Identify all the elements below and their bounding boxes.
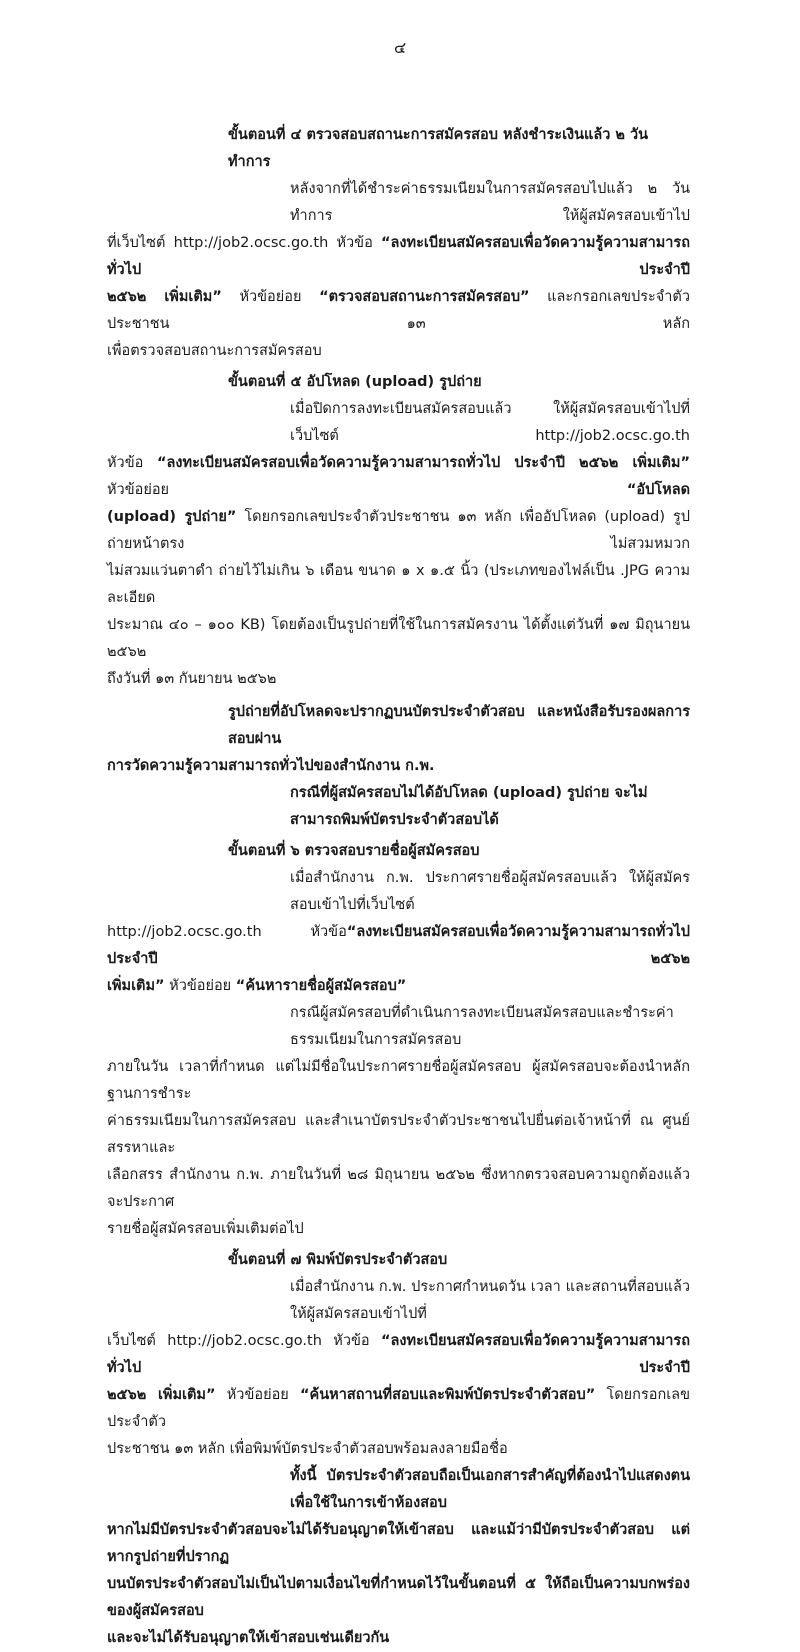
text-line [107,1328,690,1382]
bold-text: ขั้นตอนที่ ๖ ตรวจสอบรายชื่อผู้สมัครสอบ [228,843,480,859]
text-line [107,1108,690,1162]
text-segment: http://job2.ocsc.go.th หัวข้อ [107,924,347,940]
text-line [107,1625,690,1652]
bold-text: “อัปโหลด [626,482,690,498]
text-segment: เว็บไซต์ http://job2.ocsc.go.th หัวข้อ [107,1333,382,1349]
text-line [107,1274,690,1328]
text-line [107,1517,690,1571]
text-segment: ที่เว็บไซต์ http://job2.ocsc.go.th หัวข้อ [107,235,382,251]
text-line [107,450,690,504]
bold-text: กรณีที่ผู้สมัครสอบไม่ได้อัปโหลด (upload) รูปถ่าย จะไม่สามารถพิมพ์บัตรประจำตัวสอบได้ [290,785,648,828]
text-segment: ไม่สวมแว่นตาดำ ถ่ายไว้ไม่เกิน ๖ เดือน ขนาด ๑ x ๑.๕ นิ้ว (ประเภทของไฟล์เป็น .JPG ความละเอียด [107,563,690,606]
text-segment: โดยกรอกเลขประจำตัว [107,1387,690,1430]
bold-text: หากไม่มีบัตรประจำตัวสอบจะไม่ได้รับอนุญาตให้เข้าสอบ และแม้ว่ามีบัตรประจำตัวสอบ แต่หากรูปถ่ายที่ปรากฏ [107,1522,690,1565]
text-segment: เมื่อสำนักงาน ก.พ. ประกาศกำหนดวัน เวลา และสถานที่สอบแล้ว ให้ผู้สมัครสอบเข้าไปที่ [290,1279,690,1322]
text-line [107,284,690,338]
bold-text: การวัดความรู้ความสามารถทั่วไปของสำนักงาน ก.พ. [107,758,435,774]
text-segment: และกรอกเลขประจำตัวประชาชน ๑๓ หลัก [107,289,690,332]
text-segment: โดยกรอกเลขประจำตัวประชาชน ๑๓ หลัก เพื่ออัปโหลด (upload) รูปถ่ายหน้าตรง ไม่สวมหมวก [107,509,690,552]
text-line [107,1000,690,1054]
bold-text: ๒๕๖๒ เพิ่มเติม” [107,289,222,305]
bold-text: เพิ่มเติม” [107,978,165,994]
section-heading-line [107,369,690,396]
bold-text: บัตรประจำตัวสอบถือเป็นเอกสารสำคัญที่ต้องนำไปแสดงตนเพื่อใช้ในการเข้าห้องสอบ [290,1468,690,1511]
bold-text: ทั้งนี้ [290,1468,317,1484]
text-line [107,919,690,973]
bold-text: “ลงทะเบียนสมัครสอบเพื่อวัดความรู้ความสามารถทั่วไป ประจำปี ๒๕๖๒ [107,924,690,967]
bold-text: ๒๕๖๒ เพิ่มเติม” [107,1387,216,1403]
text-segment: เลือกสรร สำนักงาน ก.พ. ภายในวันที่ ๒๘ มิถุนายน ๒๕๖๒ ซึ่งหากตรวจสอบความถูกต้องแล้ว จะประกาศ [107,1167,690,1210]
text-line [107,230,690,284]
text-line [107,558,690,612]
bold-text: บนบัตรประจำตัวสอบไม่เป็นไปตามเงื่อนไขที่กำหนดไว้ในขั้นตอนที่ ๕ ให้ถือเป็นความบกพร่องของผู้สมัครสอบ [107,1576,690,1619]
text-segment: ภายในวัน เวลาที่กำหนด แต่ไม่มีชื่อในประกาศรายชื่อผู้สมัครสอบ ผู้สมัครสอบจะต้องนำหลักฐานการชำระ [107,1059,690,1102]
text-line [107,612,690,666]
text-segment: ประชาชน ๑๓ หลัก เพื่อพิมพ์บัตรประจำตัวสอบพร้อมลงลายมือชื่อ [107,1441,508,1457]
text-line [107,338,690,365]
text-segment: หัวข้อย่อย [221,289,320,305]
text-segment: หลังจากที่ได้ชำระค่าธรรมเนียมในการสมัครสอบไปแล้ว ๒ วันทำการ ให้ผู้สมัครสอบเข้าไป [290,181,690,224]
text-line [107,865,690,919]
bold-text: รูปถ่ายที่อัปโหลดจะปรากฏบนบัตรประจำตัวสอบ และหนังสือรับรองผลการสอบผ่าน [228,704,690,747]
bold-text: “ค้นหาสถานที่สอบและพิมพ์บัตรประจำตัวสอบ” [300,1387,596,1403]
text-segment: เมื่อสำนักงาน ก.พ. ประกาศรายชื่อผู้สมัครสอบแล้ว ให้ผู้สมัครสอบเข้าไปที่เว็บไซต์ [290,870,690,913]
page-number: ๔ [393,38,407,57]
section-heading-line [107,699,690,753]
section-heading-line [107,838,690,865]
text-segment: หัวข้อย่อย [164,978,236,994]
text-segment: หัวข้อ [107,455,158,471]
bold-text: “ลงทะเบียนสมัครสอบเพื่อวัดความรู้ความสามารถทั่วไป ประจำปี [107,1333,690,1376]
bold-text: “ตรวจสอบสถานะการสมัครสอบ” [319,289,530,305]
text-segment: กรณีผู้สมัครสอบที่ดำเนินการลงทะเบียนสมัครสอบและชำระค่าธรรมเนียมในการสมัครสอบ [290,1005,674,1048]
bold-text: ขั้นตอนที่ ๕ อัปโหลด (upload) รูปถ่าย [228,374,482,390]
text-line [107,753,690,780]
text-line [107,1054,690,1108]
bold-text: และจะไม่ได้รับอนุญาตให้เข้าสอบเช่นเดียวกัน [107,1630,390,1646]
text-segment: เพื่อตรวจสอบสถานะการสมัครสอบ [107,343,322,359]
text-line [107,666,690,693]
bold-text: “ค้นหารายชื่อผู้สมัครสอบ” [235,978,407,994]
text-line [107,176,690,230]
document-body [107,118,690,1652]
text-segment: ค่าธรรมเนียมในการสมัครสอบ และสำเนาบัตรประจำตัวประชาชนไปยื่นต่อเจ้าหน้าที่ ณ ศูนย์สรรหาและ [107,1113,690,1156]
text-line [107,1216,690,1243]
bold-text: ขั้นตอนที่ ๔ ตรวจสอบสถานะการสมัครสอบ หลังชำระเงินแล้ว ๒ วันทำการ [228,127,649,170]
text-segment: รายชื่อผู้สมัครสอบเพิ่มเติมต่อไป [107,1221,304,1237]
section-heading-line [107,1247,690,1274]
text-line [107,1571,690,1625]
text-segment: หัวข้อย่อย [107,482,627,498]
text-line [107,1162,690,1216]
text-line [107,973,690,1000]
text-segment: ถึงวันที่ ๑๓ กันยายน ๒๕๖๒ [107,671,277,687]
text-line [107,1436,690,1463]
text-segment: ประมาณ ๔๐ – ๑๐๐ KB) โดยต้องเป็นรูปถ่ายที่ใช้ในการสมัครงาน ได้ตั้งแต่วันที่ ๑๗ มิถุนายน ๒๕๖๒ [107,617,690,660]
text-line [107,396,690,450]
text-line [107,780,690,834]
bold-text: “ลงทะเบียนสมัครสอบเพื่อวัดความรู้ความสามารถทั่วไป ประจำปี ๒๕๖๒ เพิ่มเติม” [157,455,690,471]
text-segment: เมื่อปิดการลงทะเบียนสมัครสอบแล้ว ให้ผู้สมัครสอบเข้าไปที่เว็บไซต์ http://job2.ocsc.go.th [290,401,690,444]
bold-text: (upload) รูปถ่าย” [107,509,237,525]
bold-text: “ลงทะเบียนสมัครสอบเพื่อวัดความรู้ความสามารถทั่วไป ประจำปี [107,235,690,278]
text-line [107,1382,690,1436]
section-heading-line [107,122,690,176]
text-line [107,504,690,558]
bold-text: ขั้นตอนที่ ๗ พิมพ์บัตรประจำตัวสอบ [228,1252,448,1268]
text-segment: หัวข้อย่อย [215,1387,301,1403]
text-line [107,1463,690,1517]
